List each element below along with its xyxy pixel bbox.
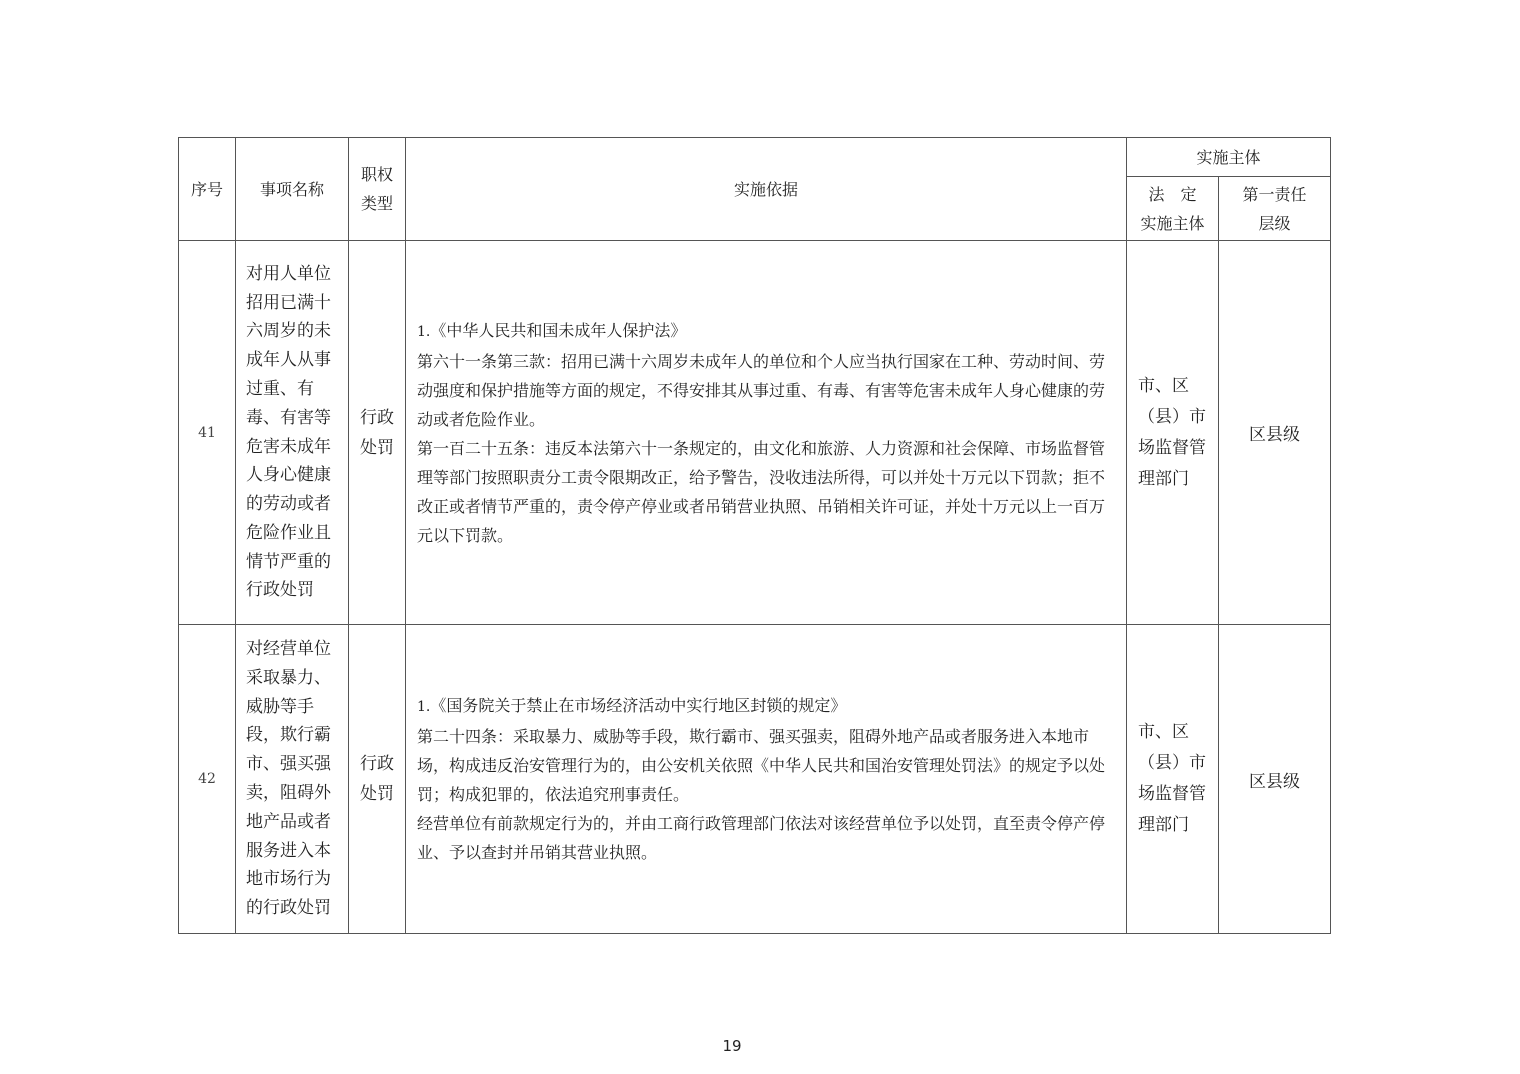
row-power-type xyxy=(349,625,406,934)
basis-law-number: 1. xyxy=(417,699,431,715)
row-basis xyxy=(406,625,1127,934)
row-power-type-line1: 行政 xyxy=(360,407,394,428)
basis-law-title xyxy=(417,316,1116,347)
table-row xyxy=(179,625,1331,934)
basis-law-number: 1. xyxy=(417,323,431,340)
row-first-level: 区县级 xyxy=(1219,241,1331,625)
header-first-level-line1: 第一责任 xyxy=(1242,184,1307,204)
header-power-type xyxy=(349,138,406,241)
header-legal-subject-line1: 法 定 xyxy=(1148,184,1197,204)
row-item-name: 对用人单位招用已满十六周岁的未成年人从事过重、有毒、有害等危害未成年人身心健康的劳动或者危险作业且情节严重的行政处罚 xyxy=(236,241,349,625)
row-seq: 42 xyxy=(179,625,236,934)
header-power-type-line1: 职权 xyxy=(360,165,393,184)
row-legal-subject: 市、区（县）市场监督管理部门 xyxy=(1127,241,1219,625)
basis-paragraph: 经营单位有前款规定行为的，并由工商行政管理部门依法对该经营单位予以处罚，直至责令停产停业、予以查封并吊销其营业执照。 xyxy=(417,814,1106,862)
regulation-table xyxy=(178,137,1331,934)
row-first-level: 区县级 xyxy=(1219,625,1331,934)
header-first-level xyxy=(1219,177,1331,241)
header-seq: 序号 xyxy=(179,138,236,241)
header-item-name: 事项名称 xyxy=(236,138,349,241)
basis-law-name: 《中华人民共和国未成年人保护法》 xyxy=(430,320,687,340)
row-item-name: 对经营单位采取暴力、威胁等手段，欺行霸市、强买强卖，阻碍外地产品或者服务进入本地市场行为的行政处罚 xyxy=(236,625,349,934)
header-basis: 实施依据 xyxy=(406,138,1127,241)
row-seq: 41 xyxy=(179,241,236,625)
row-power-type-line2: 处罚 xyxy=(360,437,394,458)
basis-paragraph: 第六十一条第三款：招用已满十六周岁未成年人的单位和个人应当执行国家在工种、劳动时间、劳动强度和保护措施等方面的规定，不得安排其从事过重、有毒、有害等危害未成年人身心健康的劳动或者危险作业。 xyxy=(417,351,1106,429)
row-basis xyxy=(406,241,1127,625)
table-row xyxy=(179,241,1331,625)
page-number: 19 xyxy=(722,1037,742,1055)
row-power-type xyxy=(349,241,406,625)
header-legal-subject xyxy=(1127,177,1219,241)
basis-paragraph: 第一百二十五条：违反本法第六十一条规定的，由文化和旅游、人力资源和社会保障、市场监督管理等部门按照职责分工责令限期改正，给予警告，没收违法所得，可以并处十万元以下罚款；拒不改正或者情节严重的，责令停产停业或者吊销营业执照、吊销相关许可证，并处十万元以上一百万元以下罚款。 xyxy=(417,438,1106,545)
header-power-type-line2: 类型 xyxy=(360,194,393,213)
header-legal-subject-line2: 实施主体 xyxy=(1140,213,1205,233)
basis-paragraph: 第二十四条：采取暴力、威胁等手段，欺行霸市、强买强卖，阻碍外地产品或者服务进入本地市场，构成违反治安管理行为的，由公安机关依照《中华人民共和国治安管理处罚法》的规定予以处罚；构成犯罪的，依法追究刑事责任。 xyxy=(417,727,1106,804)
header-subject-group: 实施主体 xyxy=(1127,138,1331,177)
header-first-level-line2: 层级 xyxy=(1258,213,1291,233)
basis-law-title xyxy=(417,691,1116,722)
row-power-type-line2: 处罚 xyxy=(360,784,394,804)
row-power-type-line1: 行政 xyxy=(360,754,394,774)
basis-law-name: 《国务院关于禁止在市场经济活动中实行地区封锁的规定》 xyxy=(430,696,847,715)
row-legal-subject: 市、区（县）市场监督管理部门 xyxy=(1127,625,1219,934)
